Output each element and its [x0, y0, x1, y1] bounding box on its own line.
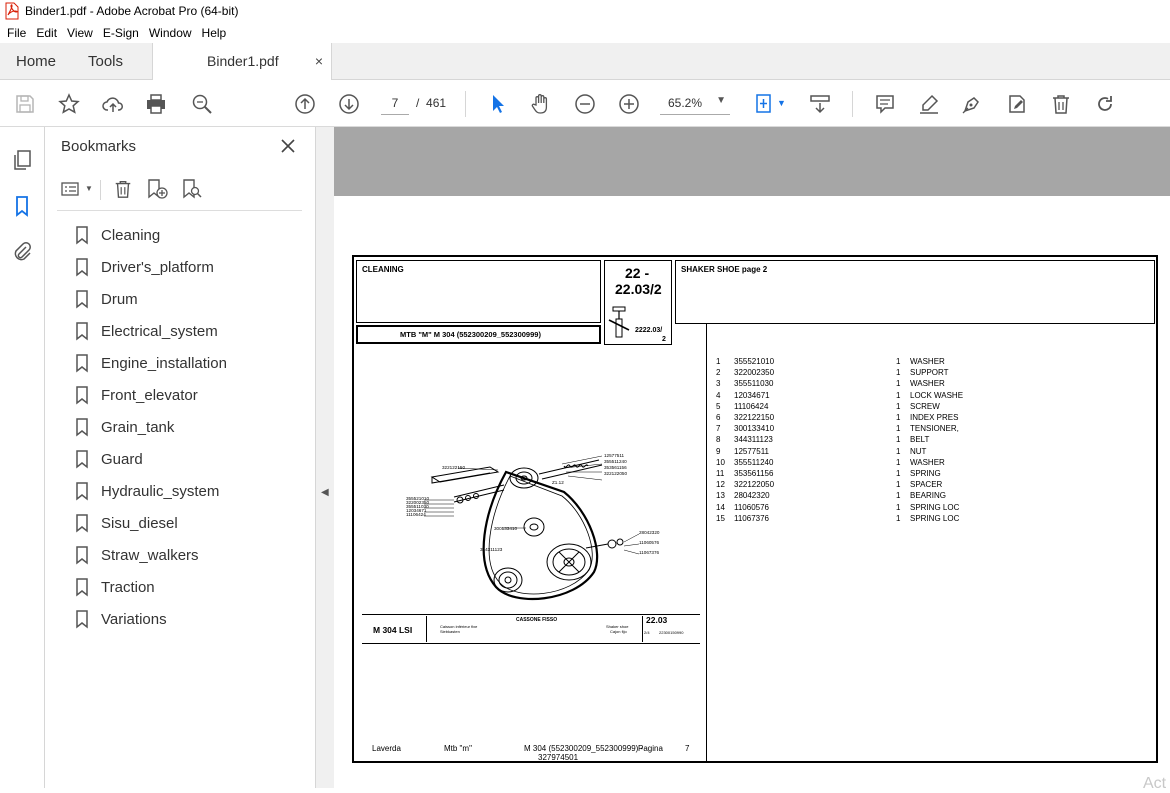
bookmark-ribbon-icon	[75, 258, 89, 276]
edit-pdf-button[interactable]	[1004, 91, 1030, 117]
part-description: SPACER	[910, 480, 943, 490]
trash-icon	[113, 179, 133, 199]
bookmark-search-icon	[181, 178, 203, 200]
window-title: Binder1.pdf - Adobe Acrobat Pro (64-bit)	[25, 4, 239, 18]
part-description: INDEX PRES	[910, 413, 959, 422]
part-code: 28042320	[734, 491, 770, 501]
part-position: 3	[716, 379, 721, 389]
part-position: 14	[716, 502, 725, 512]
bookmark-ribbon-icon	[75, 610, 89, 628]
bookmark-label: Traction	[101, 578, 155, 596]
bookmark-ribbon-icon	[75, 386, 89, 404]
part-quantity: 1	[896, 390, 901, 400]
callout-label: 300133410	[494, 526, 517, 531]
left-navigation-rail	[0, 127, 45, 788]
part-code: 300133410	[734, 424, 775, 434]
part-quantity: 1	[896, 379, 901, 389]
paperclip-icon	[11, 241, 33, 263]
bookmark-label: Drum	[101, 290, 138, 308]
part-code: 11106424	[734, 401, 769, 411]
figure-caption-en: Shaker shoe	[606, 624, 629, 629]
menu-help[interactable]: Help	[201, 25, 227, 40]
pages-icon	[11, 149, 33, 171]
star-icon	[58, 93, 80, 115]
figure-caption-es: Cajon fijo	[610, 629, 627, 634]
drawing-code-line1: 2222.03/	[635, 327, 663, 334]
bookmark-item[interactable]	[75, 447, 143, 471]
bookmark-label: Sisu_diesel	[101, 514, 178, 532]
callout-label: 322122150	[442, 465, 465, 470]
new-bookmark-button[interactable]	[145, 177, 169, 201]
bookmark-label: Front_elevator	[101, 386, 198, 404]
caption-bottom-rule	[362, 643, 700, 644]
bookmark-item[interactable]	[75, 351, 227, 375]
part-quantity: 1	[896, 457, 901, 467]
part-quantity: 1	[896, 357, 901, 366]
plus-circle-icon	[618, 93, 640, 115]
grease-gun-icon	[608, 306, 630, 340]
callout-label: 11067376	[639, 550, 660, 555]
part-code: 322122050	[734, 480, 775, 490]
footer-page-label: Pagina	[638, 744, 663, 753]
bookmark-ribbon-icon	[75, 290, 89, 308]
section-name-box	[356, 260, 601, 323]
model-label: MTB "M" M 304 (552300209_552300999)	[400, 330, 541, 339]
bookmark-options-button[interactable]	[59, 177, 83, 201]
sign-button[interactable]	[959, 91, 985, 117]
footer-model-line2: 327974501	[538, 753, 579, 762]
list-options-icon	[61, 179, 81, 199]
bookmark-label: Engine_installation	[101, 354, 227, 372]
menu-esign[interactable]: E-Sign	[102, 25, 139, 40]
close-panel-icon[interactable]	[277, 135, 299, 157]
footer-page-number: 7	[685, 744, 690, 753]
part-code: 322122150	[734, 413, 775, 422]
bookmarks-panel-button[interactable]	[9, 193, 35, 219]
cursor-arrow-icon	[486, 93, 508, 115]
bookmark-label: Cleaning	[101, 226, 161, 244]
bookmark-ribbon-icon	[75, 418, 89, 436]
callout-label: 355511030	[406, 504, 429, 509]
caption-divider	[426, 616, 427, 642]
zoom-level-dropdown[interactable]	[660, 91, 730, 115]
menu-edit[interactable]: Edit	[36, 25, 58, 40]
group-title: SHAKER SHOE page 2	[681, 265, 768, 274]
figure-section-number: 22.03	[646, 615, 668, 625]
bookmarks-panel	[45, 127, 316, 788]
callout-label: 11060576	[639, 540, 660, 545]
scroll-mode-button[interactable]	[807, 91, 833, 117]
pdf-page	[352, 255, 1158, 763]
part-position: 7	[716, 424, 721, 434]
callout-label: 355521010	[406, 496, 429, 501]
bookmark-item[interactable]	[75, 479, 219, 503]
callout-label: 12577511	[604, 453, 625, 458]
part-code: 355521010	[734, 357, 775, 366]
callout-label: 322002350	[406, 500, 429, 505]
bookmark-label: Grain_tank	[101, 418, 175, 436]
part-position: 2	[716, 368, 721, 378]
footer-series: Mtb "m"	[444, 744, 472, 753]
zoom-search-icon	[191, 93, 213, 115]
figure-serial-ref: 22300150990	[659, 630, 684, 635]
part-position: 5	[716, 401, 721, 411]
section-name: CLEANING	[362, 265, 404, 274]
select-tool-button[interactable]	[484, 91, 510, 117]
delete-button[interactable]	[1048, 91, 1074, 117]
tab-home[interactable]: Home	[16, 53, 57, 70]
bookmark-item[interactable]	[75, 575, 155, 599]
bookmark-item[interactable]	[75, 319, 218, 343]
part-quantity: 1	[896, 413, 901, 422]
toolbar-separator	[852, 91, 853, 117]
options-chevron-icon[interactable]: ▼	[85, 184, 93, 193]
bookmark-ribbon-icon	[75, 354, 89, 372]
part-quantity: 1	[896, 513, 901, 523]
menu-window[interactable]: Window	[148, 25, 192, 40]
part-code: 11060576	[734, 502, 769, 512]
callout-label: 344311123	[480, 547, 503, 552]
printer-icon	[145, 93, 167, 115]
highlighter-icon	[918, 93, 940, 115]
part-position: 15	[716, 513, 725, 523]
section-code-box	[604, 260, 672, 345]
model-label-box	[356, 325, 601, 344]
bookmark-ribbon-icon	[75, 450, 89, 468]
drawing-code-line2: 2	[662, 336, 666, 343]
bookmark-item[interactable]	[75, 287, 138, 311]
part-position: 6	[716, 413, 721, 422]
tab-document[interactable]	[152, 43, 332, 80]
part-quantity: 1	[896, 446, 901, 456]
toolbar-separator	[465, 91, 466, 117]
vertical-scrollbar[interactable]	[1156, 196, 1170, 788]
figure-model: M 304 LSI	[373, 625, 413, 635]
bookmark-item[interactable]	[75, 511, 178, 535]
trash-icon	[1050, 93, 1072, 115]
part-description: SUPPORT	[910, 368, 949, 378]
bookmark-item[interactable]	[75, 543, 199, 567]
bookmarks-divider	[57, 210, 302, 211]
zoom-in-button[interactable]	[616, 91, 642, 117]
save-button[interactable]	[12, 91, 38, 117]
part-quantity: 1	[896, 424, 901, 434]
collapse-panel-button[interactable]	[316, 127, 334, 788]
next-page-button[interactable]	[336, 91, 362, 117]
bookmark-ribbon-icon	[75, 322, 89, 340]
bookmark-label: Guard	[101, 450, 143, 468]
bookmark-item[interactable]	[75, 415, 174, 439]
fountain-pen-icon	[961, 93, 983, 115]
cloud-upload-icon	[102, 93, 124, 115]
menu-bar	[0, 22, 1170, 43]
part-code: 12577511	[734, 446, 769, 456]
part-position: 1	[716, 357, 721, 366]
hand-icon	[530, 93, 552, 115]
bookmark-ribbon-icon	[75, 226, 89, 244]
part-code: 322002350	[734, 368, 775, 378]
part-quantity: 1	[896, 368, 901, 378]
document-tab-label: Binder1.pdf	[207, 53, 279, 69]
callout-label: Z1.12	[552, 480, 564, 485]
fit-page-button[interactable]	[752, 91, 778, 117]
figure-caption-fr: Caisson inférieur fixe	[440, 624, 478, 629]
minus-circle-icon	[574, 93, 596, 115]
bookmark-ribbon-icon	[75, 578, 89, 596]
page-total: / 461	[416, 96, 447, 110]
part-description: BEARING	[910, 491, 947, 501]
bookmark-item[interactable]	[75, 607, 167, 631]
tab-tools[interactable]: Tools	[88, 53, 124, 70]
part-position: 13	[716, 491, 725, 501]
part-description: WASHER	[910, 357, 945, 366]
footer-model-line1: M 304 (552300209_552300999) -	[524, 744, 644, 753]
part-quantity: 1	[896, 502, 901, 512]
upload-button[interactable]	[100, 91, 126, 117]
part-code: 355511240	[734, 457, 774, 467]
bookmark-add-icon	[146, 178, 168, 200]
callout-label: 11106424	[406, 512, 426, 517]
section-code-line1: 22 -	[625, 265, 650, 281]
callout-label: 12034671	[406, 508, 427, 513]
part-description: NUT	[910, 446, 927, 456]
part-description: WASHER	[910, 379, 945, 389]
part-description: WASHER	[910, 457, 945, 467]
callout-label: 28042320	[639, 530, 660, 535]
part-description: BELT	[910, 435, 930, 445]
shaker-shoe-drawing	[406, 452, 694, 612]
part-position: 11	[716, 469, 725, 478]
bookmark-item[interactable]	[75, 383, 198, 407]
bookmark-label: Electrical_system	[101, 322, 218, 340]
activation-watermark: Act	[1143, 775, 1167, 792]
fit-page-chevron-icon[interactable]: ▼	[777, 98, 786, 108]
bookmark-ribbon-icon	[75, 514, 89, 532]
title-bar	[0, 0, 1170, 22]
fit-page-icon	[754, 93, 776, 115]
figure-caption-de: Siebkasten	[440, 629, 460, 634]
caption-divider	[642, 616, 643, 642]
arrow-down-circle-icon	[338, 93, 360, 115]
part-position: 10	[716, 457, 725, 467]
part-quantity: 1	[896, 480, 901, 490]
chevron-left-icon: ◀	[321, 487, 329, 498]
part-code: 12034671	[734, 390, 770, 400]
part-quantity: 1	[896, 401, 901, 411]
part-position: 9	[716, 446, 721, 456]
part-description: TENSIONER,	[910, 424, 959, 434]
zoom-out-button[interactable]	[572, 91, 598, 117]
part-code: 344311123	[734, 435, 773, 445]
highlight-button[interactable]	[916, 91, 942, 117]
part-code: 355511030	[734, 379, 774, 389]
page-thumbnails-button[interactable]	[9, 147, 35, 173]
acrobat-pdf-icon	[5, 3, 19, 19]
arrow-up-circle-icon	[294, 93, 316, 115]
column-divider	[706, 323, 707, 763]
page-gap-background	[334, 127, 1170, 196]
bookmark-star-button[interactable]	[56, 91, 82, 117]
delete-bookmark-button[interactable]	[111, 177, 135, 201]
chevron-down-icon: ▼	[716, 95, 726, 106]
redo-icon	[1094, 93, 1116, 115]
attachments-button[interactable]	[9, 239, 35, 265]
footer-brand: Laverda	[372, 744, 401, 753]
menu-file[interactable]: File	[7, 25, 27, 40]
group-title-box	[675, 260, 1155, 324]
section-code-line2: 22.03/2	[615, 281, 662, 297]
part-description: LOCK WASHE	[910, 390, 964, 400]
zoom-level-value: 65.2%	[668, 96, 703, 110]
figure-section-title: CASSONE FISSO	[516, 617, 558, 623]
bookmark-ribbon-icon	[75, 546, 89, 564]
callout-label: 353561156	[604, 465, 627, 470]
part-quantity: 1	[896, 491, 901, 501]
callout-label: 322122050	[604, 471, 627, 476]
part-position: 12	[716, 480, 725, 490]
part-code: 353561156	[734, 469, 774, 478]
part-position: 4	[716, 390, 721, 400]
edit-document-icon	[1006, 93, 1028, 115]
bookmark-label: Hydraulic_system	[101, 482, 220, 500]
figure-page-ref: 2/4	[644, 630, 650, 635]
bookmark-item[interactable]	[75, 255, 214, 279]
callout-label: 355511240	[604, 459, 627, 464]
part-code: 11067376	[734, 513, 769, 523]
part-description: SCREW	[910, 401, 940, 411]
tab-bar	[0, 43, 1170, 80]
comment-icon	[874, 93, 896, 115]
bookmark-label: Variations	[101, 610, 167, 628]
comment-button[interactable]	[872, 91, 898, 117]
hand-tool-button[interactable]	[528, 91, 554, 117]
document-viewport[interactable]	[334, 127, 1170, 788]
find-bookmark-button[interactable]	[180, 177, 204, 201]
scroll-mode-icon	[809, 93, 831, 115]
main-toolbar	[0, 81, 1170, 127]
part-description: SPRING	[910, 469, 941, 478]
bookmark-item[interactable]	[75, 223, 160, 247]
bookmarks-toolbar-separator	[100, 180, 101, 200]
bookmarks-toolbar	[45, 174, 316, 204]
save-icon	[14, 93, 36, 115]
part-quantity: 1	[896, 435, 901, 445]
print-button[interactable]	[143, 91, 169, 117]
bookmark-label: Straw_walkers	[101, 546, 199, 564]
part-description: SPRING LOC	[910, 513, 960, 523]
page-number-input[interactable]	[381, 91, 409, 115]
close-tab-icon[interactable]: ×	[314, 53, 323, 69]
bookmarks-panel-title: Bookmarks	[61, 138, 137, 155]
bookmark-ribbon-icon	[75, 482, 89, 500]
part-description: SPRING LOC	[910, 502, 960, 512]
previous-page-button[interactable]	[292, 91, 318, 117]
redo-button[interactable]	[1092, 91, 1118, 117]
part-position: 8	[716, 435, 721, 445]
bookmark-label: Driver's_platform	[101, 258, 214, 276]
find-button[interactable]	[189, 91, 215, 117]
bookmark-ribbon-icon	[11, 195, 33, 217]
menu-view[interactable]: View	[67, 25, 93, 40]
part-quantity: 1	[896, 469, 901, 478]
